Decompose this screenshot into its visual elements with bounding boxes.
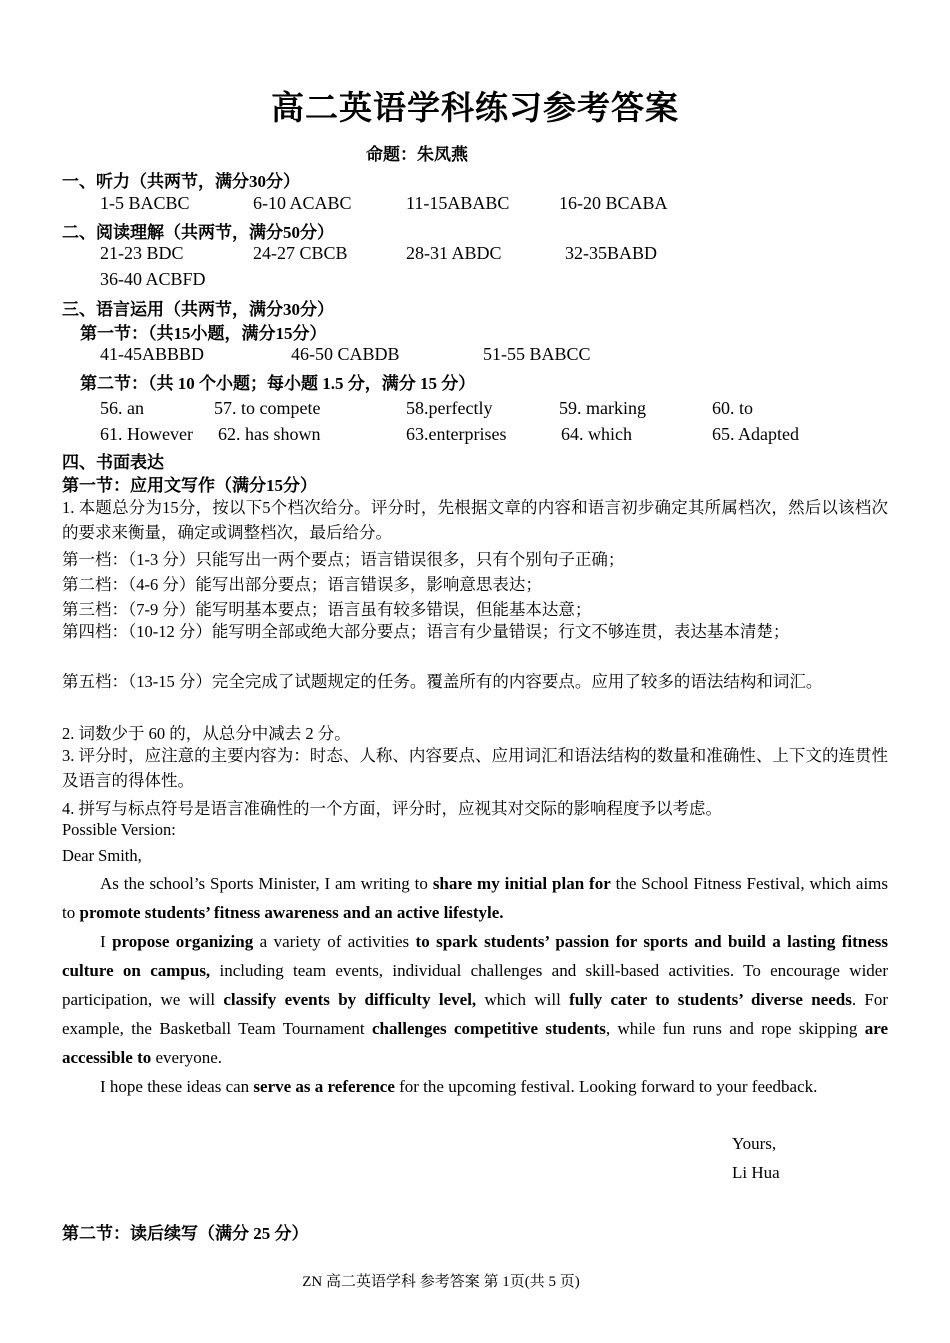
author-line: 命题：朱凤燕 <box>366 145 468 164</box>
grade-band-3: 第三档：（7-9 分）能写明基本要点；语言虽有较多错误，但能基本达意； <box>62 600 592 619</box>
answer-item: 61. However <box>100 424 193 444</box>
page-footer: ZN 高二英语学科 参考答案 第 1页(共 5 页) <box>302 1274 580 1290</box>
answer-item: 65. Adapted <box>712 424 799 444</box>
letter-closing: Yours, <box>732 1134 777 1153</box>
answer-group: 32-35BABD <box>565 243 658 263</box>
grade-band-2: 第二档：（4-6 分）能写出部分要点；语言错误多，影响意思表达； <box>62 575 542 594</box>
page-title: 高二英语学科练习参考答案 <box>271 91 679 127</box>
language-part1-heading: 第一节：（共15小题，满分15分） <box>80 324 327 343</box>
possible-version-label: Possible Version: <box>62 820 176 839</box>
scoring-rule-1: 1. 本题总分为15分，按以下5个档次给分。评分时，先根据文章的内容和语言初步确定其所属档次，然后以该档次的要求来衡量，确定或调整档次，最后给分。 <box>62 498 888 542</box>
scoring-rule-3: 3. 评分时，应注意的主要内容为：时态、人称、内容要点、应用词汇和语法结构的数量和准确性、上下文的连贯性及语言的得体性。 <box>62 746 888 790</box>
scoring-rule-2: 2. 词数少于 60 的，从总分中减去 2 分。 <box>62 724 351 743</box>
letter-paragraph-1: As the school’s Sports Minister, I am writing to share my initial plan for the School Fitness Festival, which aims to promote students’ fitness awareness and an active lifestyle. <box>62 874 889 922</box>
answer-group: 11-15ABABC <box>406 193 510 213</box>
answer-item: 56. an <box>100 398 144 418</box>
grade-band-5: 第五档：（13-15 分）完全完成了试题规定的任务。覆盖所有的内容要点。应用了较多的语法结构和词汇。 <box>62 672 823 691</box>
letter-paragraph-2: I propose organizing a variety of activities to spark students’ passion for sports and build a lasting fitness culture on campus, including team events, individual challenges and skill-based activities. To encourage wider participation, we will classify events by difficulty level, which will fully cater to students’ diverse needs. For example, the Basketball Team Tournament challenges competitive students, while fun runs and rope skipping are accessible to everyone. <box>62 932 889 1067</box>
section-language-heading: 三、语言运用（共两节，满分30分） <box>62 300 334 319</box>
grade-band-1: 第一档：（1-3 分）只能写出一两个要点；语言错误很多，只有个别句子正确； <box>62 550 625 569</box>
section-reading-heading: 二、阅读理解（共两节，满分50分） <box>62 223 334 242</box>
sample-letter-body <box>62 869 888 1101</box>
answer-group: 36-40 ACBFD <box>100 269 206 289</box>
answer-item: 57. to compete <box>214 398 321 418</box>
answer-group: 1-5 BACBC <box>100 193 190 213</box>
answer-group: 24-27 CBCB <box>253 243 348 263</box>
answer-item: 58.perfectly <box>406 398 493 418</box>
answer-group: 16-20 BCABA <box>559 193 668 213</box>
letter-salutation: Dear Smith, <box>62 846 142 865</box>
answer-item: 60. to <box>712 398 754 418</box>
answer-group: 51-55 BABCC <box>483 344 591 364</box>
answer-group: 6-10 ACABC <box>253 193 352 213</box>
section-writing-heading: 四、书面表达 <box>62 453 164 472</box>
writing-part1-heading: 第一节：应用文写作（满分15分） <box>62 476 317 495</box>
answer-item: 62. has shown <box>218 424 321 444</box>
answer-item: 64. which <box>561 424 632 444</box>
answer-group: 41-45ABBBD <box>100 344 205 364</box>
answer-item: 63.enterprises <box>406 424 507 444</box>
answer-group: 46-50 CABDB <box>291 344 400 364</box>
letter-paragraph-3: I hope these ideas can serve as a reference for the upcoming festival. Looking forward to your feedback. <box>100 1077 818 1096</box>
letter-signature: Li Hua <box>732 1163 780 1182</box>
writing-part2-heading: 第二节：读后续写（满分 25 分） <box>62 1224 309 1243</box>
grade-band-4: 第四档：（10-12 分）能写明全部或绝大部分要点；语言有少量错误；行文不够连贯，表达基本清楚； <box>62 622 790 641</box>
language-part2-heading: 第二节：（共 10 个小题；每小题 1.5 分，满分 15 分） <box>80 374 476 393</box>
answer-group: 21-23 BDC <box>100 243 184 263</box>
section-listening-heading: 一、听力（共两节，满分30分） <box>62 172 300 191</box>
answer-item: 59. marking <box>559 398 646 418</box>
answer-group: 28-31 ABDC <box>406 243 502 263</box>
scoring-rule-4: 4. 拼写与标点符号是语言准确性的一个方面，评分时，应视其对交际的影响程度予以考虑。 <box>62 799 722 818</box>
